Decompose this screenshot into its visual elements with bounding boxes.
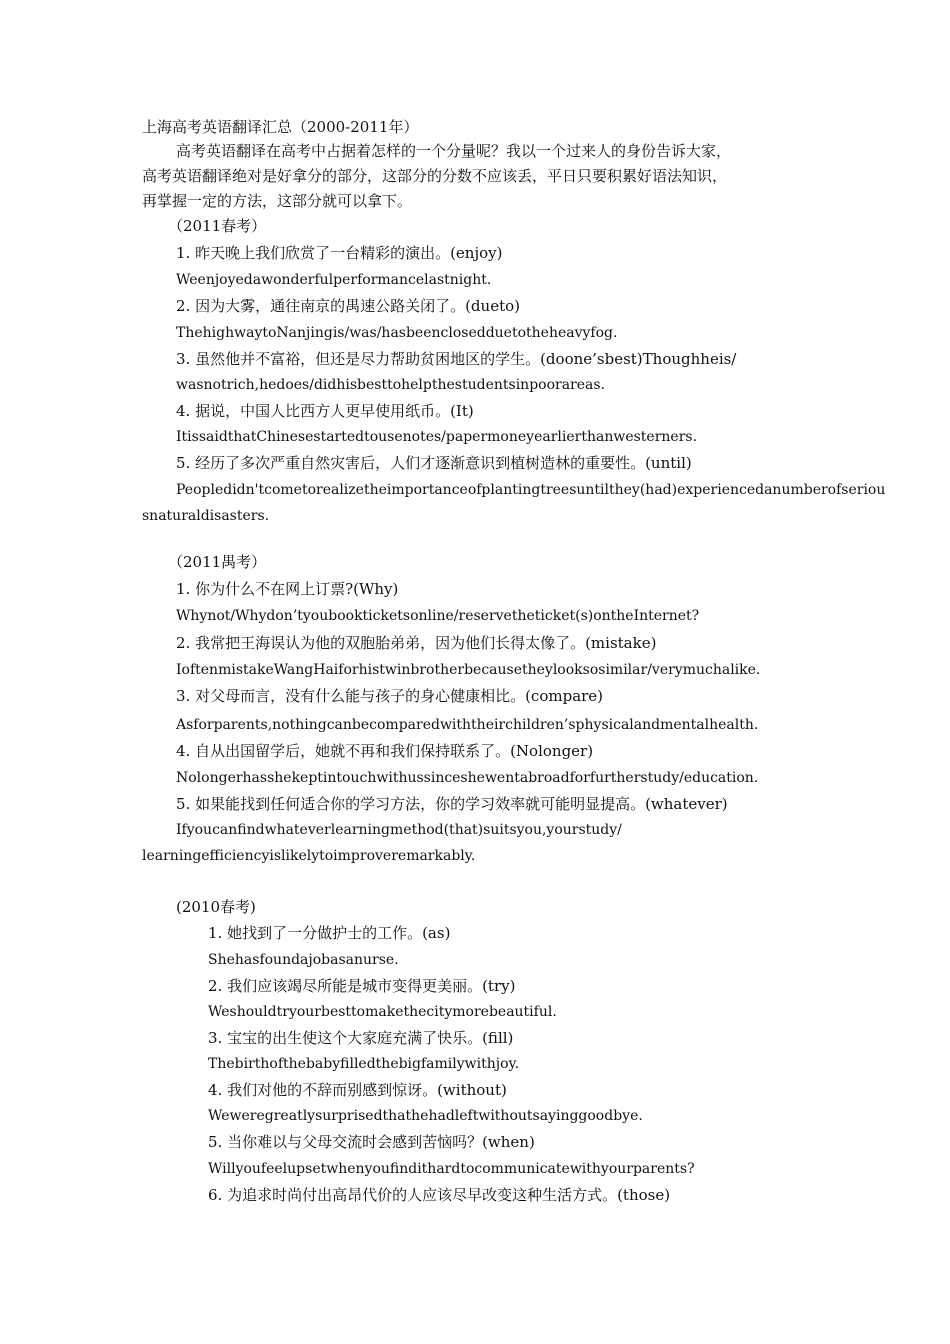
question-line: 3. 虽然他并不富裕，但还是尽力帮助贫困地区的学生。(doone’sbest)Thoughheis/ (176, 350, 737, 368)
question-line: 4. 自从出国留学后，她就不再和我们保持联系了。(Nolonger) (176, 742, 594, 760)
answer-line: Weshouldtryourbesttomakethecitymorebeautiful. (208, 1004, 557, 1020)
section-heading: （2011春考） (168, 217, 267, 235)
answer-line: Peopledidn'tcometorealizetheimportanceofplantingtreesuntilthey(had)experiencedanumberofseriou (176, 482, 886, 498)
answer-line: Whynot/Whydon’tyoubookticketsonline/reservetheticket(s)ontheInternet? (176, 608, 700, 624)
answer-line: Asforparents,nothingcanbecomparedwiththeirchildren’sphysicalandmentalhealth. (176, 717, 759, 733)
answer-line: Weweregreatlysurprisedthathehadleftwithoutsayinggoodbye. (208, 1108, 643, 1124)
answer-line: Thebirthofthebabyfilledthebigfamilywithjoy. (208, 1056, 520, 1072)
answer-line: wasnotrich,hedoes/didhisbesttohelpthestudentsinpoorareas. (176, 377, 606, 393)
question-line: 2. 因为大雾，通往南京的禺速公路关闭了。(dueto) (176, 297, 520, 315)
intro-line: 再掌握一定的方法，这部分就可以拿下。 (142, 192, 413, 210)
question-line: 3. 对父母而言，没有什么能与孩子的身心健康相比。(compare) (176, 687, 604, 705)
section-heading: （2011禺考） (168, 553, 267, 571)
question-line: 2. 我常把王海误认为他的双胞胎弟弟，因为他们长得太像了。(mistake) (176, 634, 657, 652)
question-line: 1. 昨天晚上我们欣赏了一台精彩的演出。(enjoy) (176, 244, 503, 262)
question-line: 6. 为追求时尚付出高昂代价的人应该尽早改变这种生活方式。(those) (208, 1186, 671, 1204)
question-line: 5. 当你难以与父母交流时会感到苦恼吗？(when) (208, 1133, 535, 1151)
question-line: 5. 如果能找到任何适合你的学习方法，你的学习效率就可能明显提高。(whatever) (176, 795, 728, 813)
question-line: 2. 我们应该竭尽所能是城市变得更美丽。(try) (208, 977, 516, 995)
answer-line: Willyoufeelupsetwhenyoufindithardtocommunicatewithyourparents? (208, 1161, 695, 1177)
answer-line: Nolongerhasshekeptintouchwithussinceshewentabroadforfurtherstudy/education. (176, 770, 759, 786)
answer-line: ThehighwaytoNanjingis/was/hasbeenclosedduetotheheavyfog. (176, 325, 618, 341)
question-line: 4. 我们对他的不辞而别感到惊讶。(without) (208, 1081, 507, 1099)
document-title: 上海高考英语翻译汇总（2000-2011年） (142, 118, 419, 136)
answer-line: ItissaidthatChinesestartedtousenotes/papermoneyearlierthanwesterners. (176, 429, 698, 445)
answer-line: learningefficiencyislikelytoimproveremarkably. (142, 848, 476, 864)
answer-line: IoftenmistakeWangHaiforhistwinbrotherbecausetheylooksosimilar/verymuchalike. (176, 662, 761, 678)
question-line: 3. 宝宝的出生使这个大家庭充满了快乐。(fill) (208, 1029, 514, 1047)
intro-line: 高考英语翻译绝对是好拿分的部分，这部分的分数不应该丢，平日只要积累好语法知识， (142, 167, 728, 185)
question-line: 5. 经历了多次严重自然灾害后，人们才逐渐意识到植树造林的重要性。(until) (176, 454, 692, 472)
section-heading: (2010春考) (176, 898, 256, 916)
answer-line: Weenjoyedawonderfulperformancelastnight. (176, 272, 492, 288)
intro-line: 高考英语翻译在高考中占据着怎样的一个分量呢？我以一个过来人的身份告诉大家， (176, 142, 732, 160)
answer-line: Ifyoucanfindwhateverlearningmethod(that)suitsyou,yourstudy/ (176, 822, 622, 838)
answer-line: Shehasfoundajobasanurse. (208, 952, 399, 968)
answer-line: snaturaldisasters. (142, 508, 270, 524)
question-line: 4. 据说，中国人比西方人更早使用纸币。(It) (176, 402, 474, 420)
question-line: 1. 你为什么不在网上订票?(Why) (176, 580, 399, 598)
question-line: 1. 她找到了一分做护士的工作。(as) (208, 924, 451, 942)
